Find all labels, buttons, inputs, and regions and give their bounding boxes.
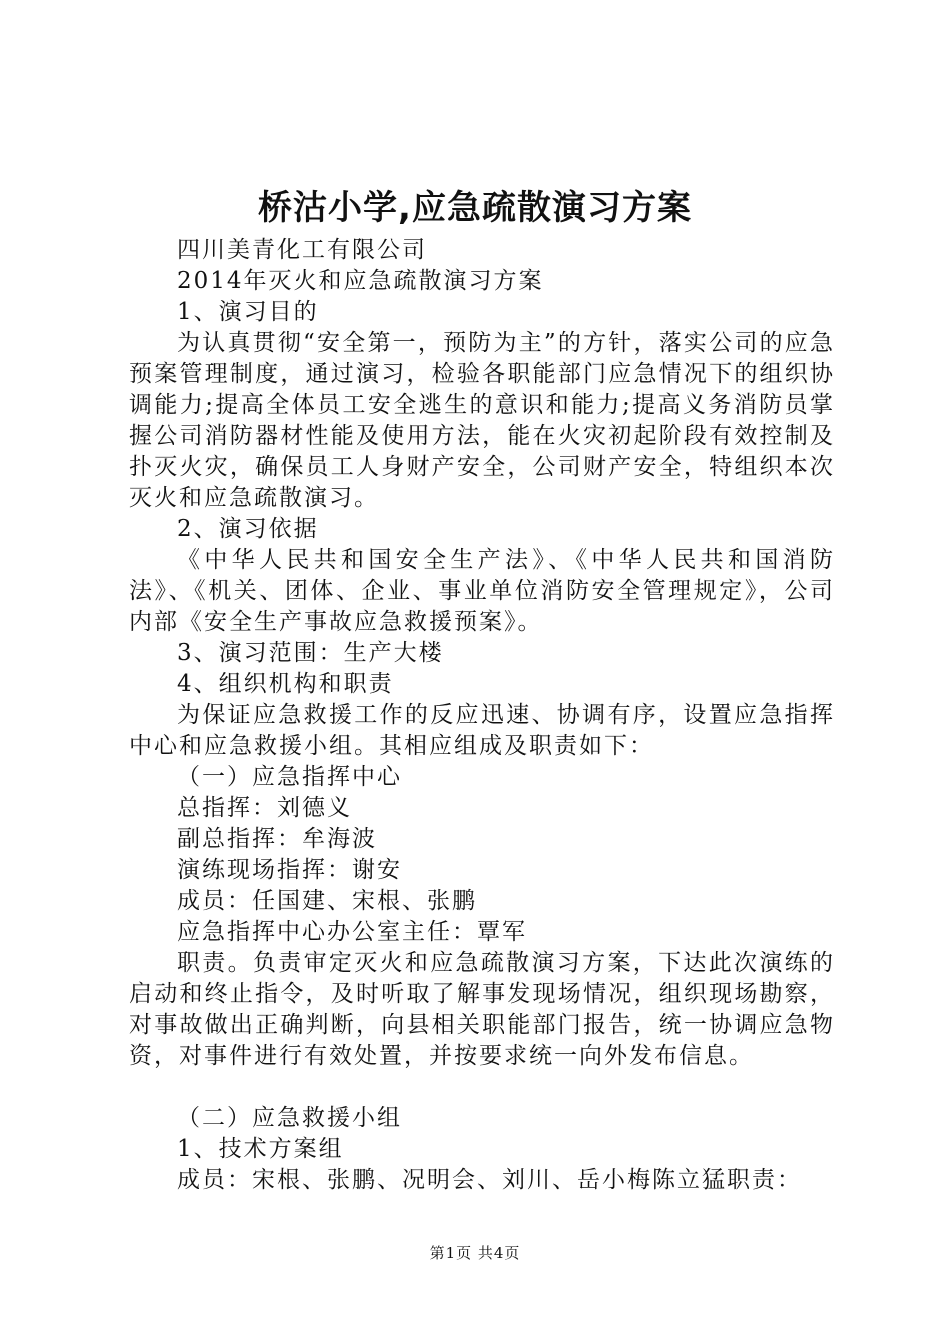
paragraph-members: 成员：宋根、张鹏、况明会、刘川、岳小梅陈立猛职责：	[177, 1167, 802, 1193]
paragraph-spacer	[129, 1072, 835, 1103]
subsection-heading-rescue-team: （二）应急救援小组	[177, 1105, 402, 1131]
page-number-footer: 第1页 共4页	[429, 1244, 521, 1262]
list-item: 演练现场指挥：谢安	[177, 857, 402, 883]
company-name: 四川美青化工有限公司	[177, 237, 427, 263]
section-heading-tech-group: 1、技术方案组	[177, 1136, 344, 1162]
section-heading-purpose: 1、演习目的	[177, 299, 319, 325]
list-item: 副总指挥：牟海波	[177, 826, 377, 852]
document-title: 桥沽小学,应急疏散演习方案	[258, 188, 692, 228]
subsection-heading-command-center: （一）应急指挥中心	[177, 764, 402, 790]
section-heading-basis: 2、演习依据	[177, 516, 319, 542]
paragraph-duties: 职责。负责审定灭火和应急疏散演习方案，下达此次演练的启动和终止指令，及时听取了解事发现场情况，组织现场勘察，对事故做出正确判断，向县相关职能部门报告，统一协调应急物资，对事件进行有效处置，并按要求统一向外发布信息。	[129, 950, 835, 1069]
paragraph-organization: 为保证应急救援工作的反应迅速、协调有序，设置应急指挥中心和应急救援小组。其相应组成及职责如下：	[129, 702, 835, 759]
paragraph-basis: 《中华人民共和国安全生产法》、《中华人民共和国消防法》、《机关、团体、企业、事业单位消防安全管理规定》，公司内部《安全生产事故应急救援预案》。	[129, 547, 835, 635]
section-heading-organization: 4、组织机构和职责	[177, 671, 394, 697]
list-item: 总指挥：刘德义	[177, 795, 352, 821]
plan-subtitle: 2014年灭火和应急疏散演习方案	[177, 268, 544, 294]
list-item: 成员：任国建、宋根、张鹏	[177, 888, 477, 914]
paragraph-purpose: 为认真贯彻“安全第一，预防为主”的方针，落实公司的应急预案管理制度，通过演习，检验各职能部门应急情况下的组织协调能力;提高全体员工安全逃生的意识和能力;提高义务消防员掌握公司消防器材性能及使用方法，能在火灾初起阶段有效控制及扑灭火灾，确保员工人身财产安全，公司财产安全，特组织本次灭火和应急疏散演习。	[129, 330, 835, 511]
list-item: 应急指挥中心办公室主任：覃军	[177, 919, 527, 945]
document-body	[129, 235, 835, 1196]
section-heading-scope: 3、演习范围：生产大楼	[177, 640, 444, 666]
